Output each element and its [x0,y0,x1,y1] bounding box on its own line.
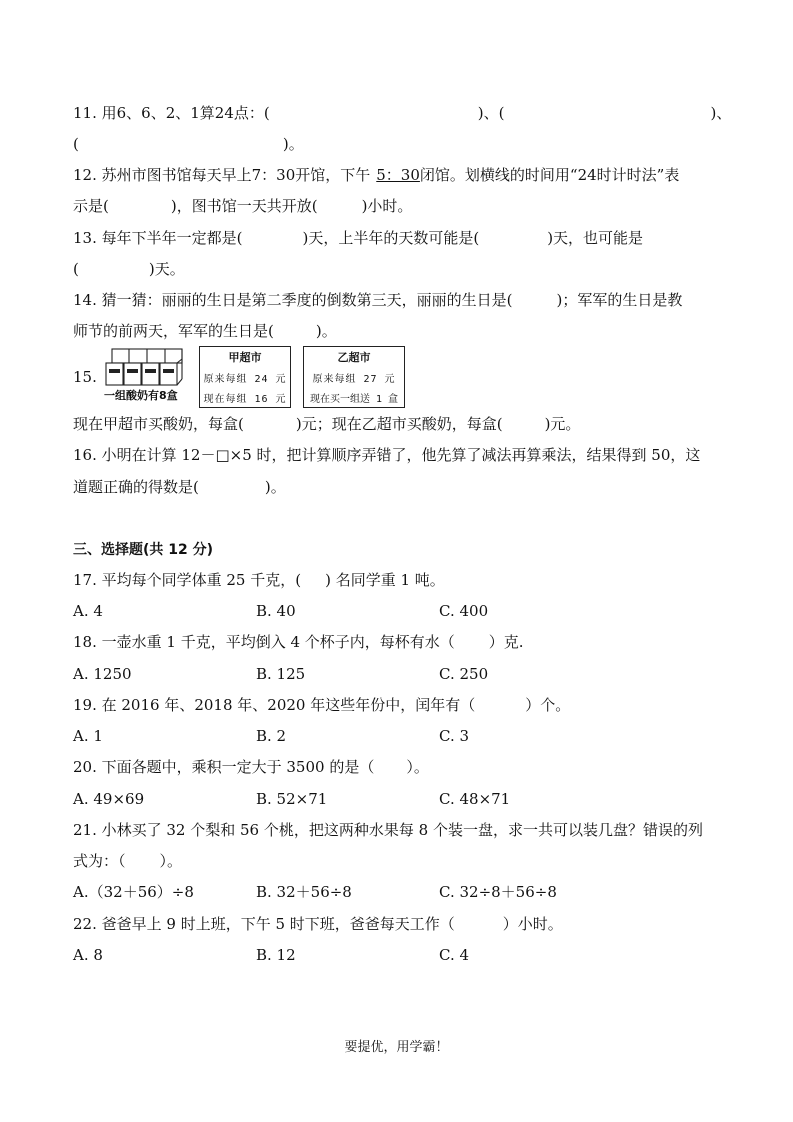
q21-options [73,881,713,903]
option-b[interactable]: B. 12 [256,946,296,964]
q17-stem: 17. 平均每个同学体重 25 千克，( ) 名同学重 1 吨。 [73,571,445,589]
q14-line2: 师节的前两天，军军的生日是( )。 [73,322,337,340]
option-c[interactable]: C. 400 [439,602,489,620]
q11-line1: 11. 用6、6、2、1算24点：( )、( )、 [73,104,732,122]
q19-options [73,725,713,747]
q21-line2: 式为：（ ）。 [73,852,183,870]
option-a[interactable]: A. 8 [73,946,103,964]
q13-line1: 13. 每年下半年一定都是( )天，上半年的天数可能是( )天，也可能是 [73,229,644,247]
q14-line1: 14. 猜一猜：丽丽的生日是第二季度的倒数第三天，丽丽的生日是( )；军军的生日是教 [73,291,683,309]
q22-options [73,944,713,966]
market-a-title: 甲超市 [228,351,262,364]
market-b-title: 乙超市 [337,351,371,364]
option-b[interactable]: B. 2 [256,727,287,745]
option-c[interactable]: C. 32÷8＋56÷8 [439,883,557,901]
q18-stem: 18. 一壶水重 1 千克，平均倒入 4 个杯子内，每杯有水（ ）克. [73,633,524,651]
option-c[interactable]: C. 3 [439,727,470,745]
page-footer: 要提优，用学霸！ [344,1040,449,1055]
option-a[interactable]: A. 49×69 [73,790,145,808]
q11-line2: ( )。 [73,135,304,153]
q15-number: 15. [73,368,97,386]
q12-line2: 示是( )，图书馆一天共开放( )小时。 [73,197,413,215]
option-b[interactable]: B. 40 [256,602,296,620]
market-a-row2: 现在每组 16 元 [203,394,287,405]
underlined-time: 5：30 [376,166,420,184]
market-b-row2: 现在买一组送 1 盒 [309,394,399,405]
option-b[interactable]: B. 32＋56÷8 [256,883,352,901]
option-a[interactable]: A. 4 [73,602,103,620]
market-b-card [303,346,405,408]
option-a[interactable]: A. 1250 [73,665,132,683]
q19-stem: 19. 在 2016 年、2018 年、2020 年这些年份中，闰年有（ ）个。 [73,696,571,714]
option-b[interactable]: B. 52×71 [256,790,328,808]
market-b-row1: 原来每组 27 元 [312,374,396,385]
option-c[interactable]: C. 250 [439,665,489,683]
q13-line2: ( )天。 [73,260,185,278]
q20-stem: 20. 下面各题中，乘积一定大于 3500 的是（ ）。 [73,758,429,776]
q16-line1: 16. 小明在计算 12－□×5 时，把计算顺序弄错了，他先算了减法再算乘法，结果得到 50，这 [73,446,701,464]
q17-options [73,600,713,622]
section-title: 三、选择题(共 12 分) [73,542,214,558]
market-a-card [199,346,291,408]
q18-options [73,663,713,685]
option-c[interactable]: C. 4 [439,946,470,964]
q21-line1: 21. 小林买了 32 个梨和 56 个桃，把这两种水果每 8 个装一盘，求一共可以装几盘？错误的列 [73,821,703,839]
market-a-row1: 原来每组 24 元 [203,374,287,385]
q16-line2: 道题正确的得数是( )。 [73,478,286,496]
yogurt-caption: 一组酸奶有8盒 [104,389,178,402]
option-b[interactable]: B. 125 [256,665,306,683]
option-c[interactable]: C. 48×71 [439,790,511,808]
q15-line: 现在甲超市买酸奶，每盒( )元；现在乙超市买酸奶，每盒( )元。 [73,415,581,433]
option-a[interactable]: A. 1 [73,727,103,745]
q22-stem: 22. 爸爸早上 9 时上班，下午 5 时下班，爸爸每天工作（ ）小时。 [73,915,563,933]
q20-options [73,788,713,810]
option-a[interactable]: A.（32＋56）÷8 [73,883,194,901]
q12-line1: 12. 苏州市图书馆每天早上7：30开馆，下午 5：30闭馆。划横线的时间用“24时计时法”表 [73,166,680,184]
